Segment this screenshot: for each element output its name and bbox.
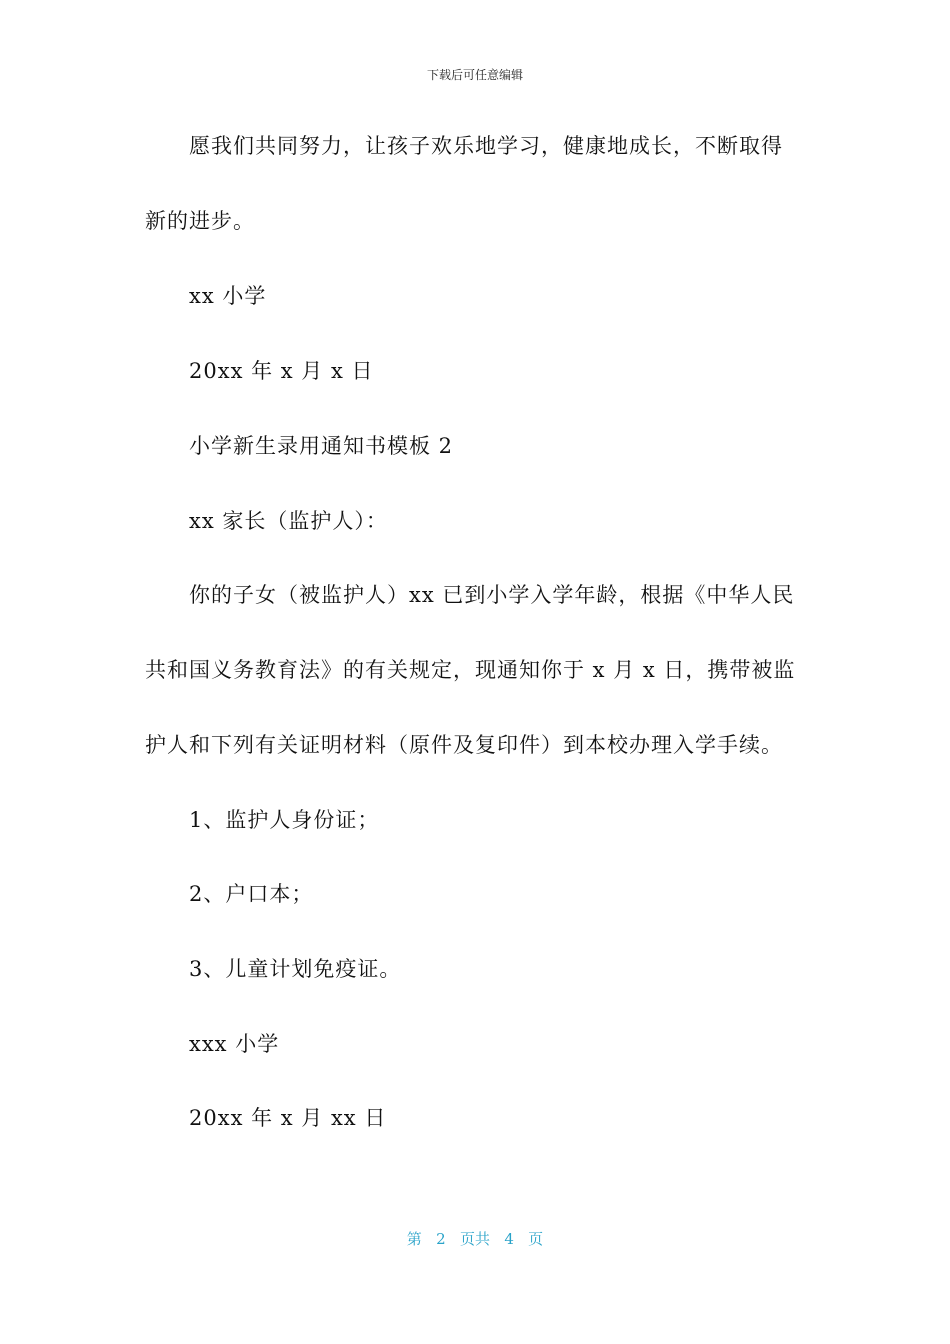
date-line: 20xx 年 x 月 xx 日 bbox=[189, 1106, 387, 1130]
list-item: 3、儿童计划免疫证。 bbox=[189, 957, 402, 981]
date-line: 20xx 年 x 月 x 日 bbox=[189, 359, 374, 383]
salutation: xx 家长（监护人）： bbox=[189, 509, 388, 533]
list-item: 1、监护人身份证； bbox=[189, 808, 380, 832]
paragraph-line: 愿我们共同努力，让孩子欢乐地学习，健康地成长，不断取得 bbox=[189, 134, 783, 158]
paragraph-line: 新的进步。 bbox=[145, 209, 255, 233]
paragraph-line: 护人和下列有关证明材料（原件及复印件）到本校办理入学手续。 bbox=[145, 733, 783, 757]
section-title: 小学新生录用通知书模板 2 bbox=[189, 434, 454, 458]
school-signature: xx 小学 bbox=[189, 284, 267, 308]
footer-label-of: 页共 bbox=[459, 1230, 490, 1248]
header-note: 下载后可任意编辑 bbox=[426, 68, 523, 82]
paragraph-line: 你的子女（被监护人）xx 已到小学入学年龄，根据《中华人民 bbox=[189, 583, 795, 607]
footer-current-page: 2 bbox=[436, 1230, 446, 1248]
footer-label-page: 第 bbox=[406, 1230, 422, 1248]
list-item: 2、户口本； bbox=[189, 882, 314, 906]
page-number-footer bbox=[0, 1228, 950, 1249]
school-signature: xxx 小学 bbox=[189, 1032, 280, 1056]
footer-label-end: 页 bbox=[528, 1230, 544, 1248]
paragraph-line: 共和国义务教育法》的有关规定，现通知你于 x 月 x 日，携带被监 bbox=[145, 658, 796, 682]
footer-total-pages: 4 bbox=[504, 1230, 514, 1248]
